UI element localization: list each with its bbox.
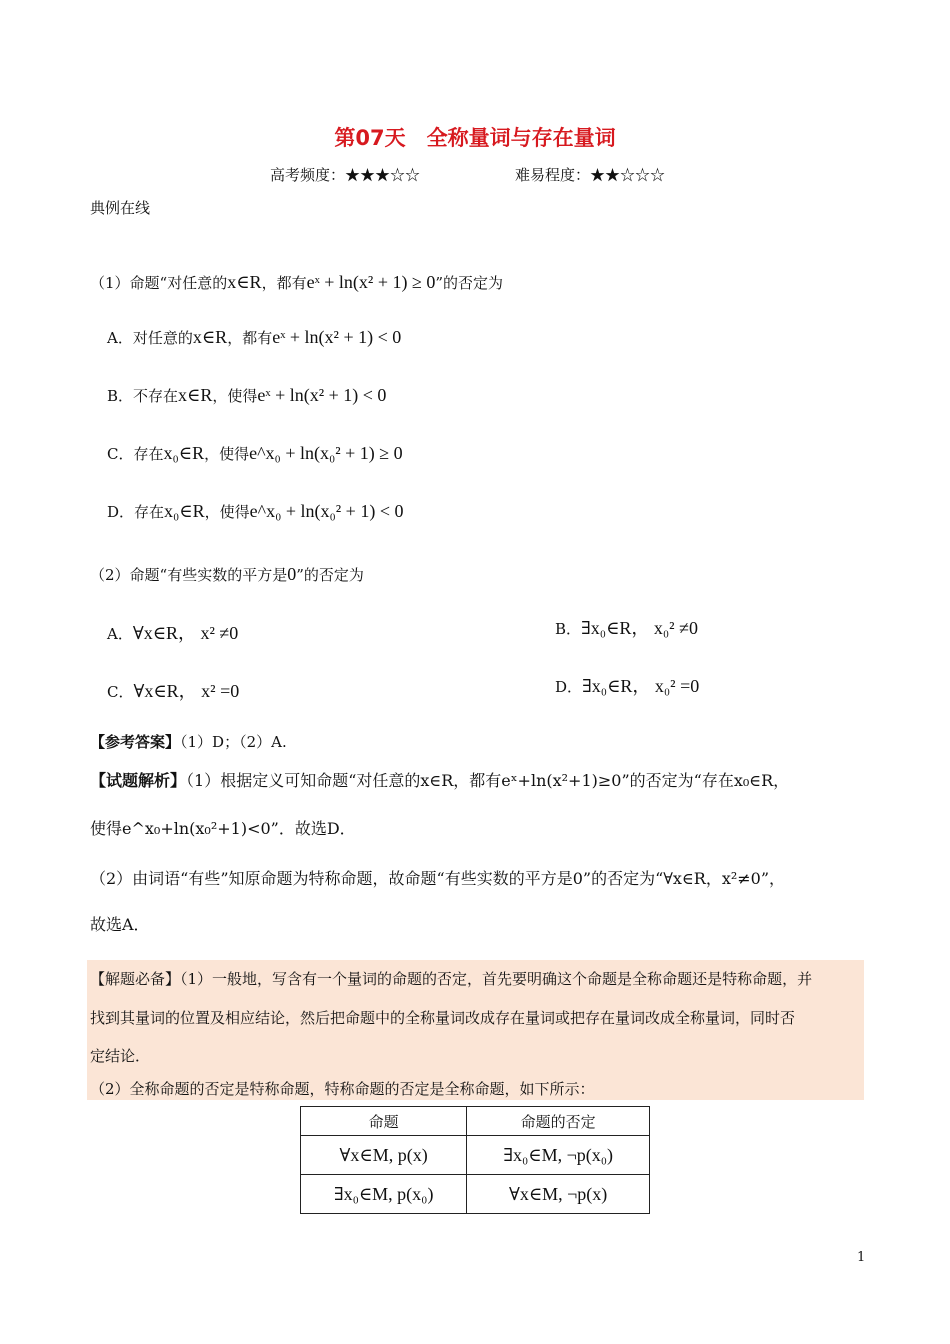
page-number: 1: [857, 1250, 866, 1265]
option-label: D．: [555, 678, 583, 696]
option-math: ∀x∈R， x² =0: [133, 681, 240, 701]
tips-line-4: （2）全称命题的否定是特称命题，特称命题的否定是全称命题，如下所示：: [90, 1080, 595, 1098]
table-header-cell: 命题的否定: [467, 1107, 650, 1136]
q1-option-d: [107, 501, 403, 522]
q2-option-b: [555, 614, 698, 640]
option-label: B．: [555, 620, 582, 638]
option-math: e^x₀ + ln(x₀² + 1) < 0: [249, 501, 404, 521]
analysis-tag: 【试题解析】: [90, 771, 187, 790]
table-cell: ∃x₀∈M, ¬p(x₀): [467, 1136, 650, 1175]
q2-option-a: [107, 619, 238, 645]
option-math: x₀∈R: [163, 443, 205, 463]
difficulty-rating: 难易程度：★★☆☆☆: [515, 166, 666, 184]
q1-stem: [90, 272, 503, 293]
q2-stem-pre: （2）命题“有些实数的平方是: [90, 566, 288, 584]
option-math: eˣ + ln(x² + 1) < 0: [272, 327, 402, 347]
option-label: A．对任意的: [107, 329, 193, 347]
table-header-row: [301, 1107, 650, 1136]
option-math: x∈R: [192, 327, 228, 347]
q2-stem: [90, 564, 364, 585]
negation-table: [300, 1106, 650, 1214]
tips-tag: 【解题必备】: [90, 970, 181, 988]
option-math: e^x₀ + ln(x₀² + 1) ≥ 0: [249, 443, 403, 463]
frequency-rating: 高考频度：★★★☆☆: [270, 166, 421, 184]
analysis-line-1: [90, 768, 789, 791]
tips-text: （1）一般地，写含有一个量词的命题的否定，首先要明确这个命题是全称命题还是特称命题，并: [180, 970, 813, 988]
q1-stem-post: ”的否定为: [435, 274, 504, 292]
section-label: 典例在线: [90, 199, 151, 217]
answer-text: （1）D；（2）A.: [180, 733, 287, 751]
table-cell: ∀x∈M, ¬p(x): [467, 1175, 650, 1214]
option-label: A．: [107, 625, 133, 643]
option-math: x∈R: [178, 385, 213, 405]
option-label: C．: [107, 683, 134, 701]
analysis-line-2: 使得e^x₀+ln(x₀²+1)<0”．故选D．: [90, 819, 356, 838]
q2-stem-math: 0: [287, 564, 297, 584]
q2-stem-post: ”的否定为: [296, 566, 364, 584]
table-cell: ∀x∈M, p(x): [301, 1136, 467, 1175]
option-math: ∃x₀∈R， x₀² =0: [582, 676, 700, 696]
option-math: eˣ + ln(x² + 1) < 0: [257, 385, 387, 405]
table-cell: ∃x₀∈M, p(x₀): [301, 1175, 467, 1214]
option-text: ，使得: [204, 445, 250, 463]
analysis-text: （1）根据定义可知命题“对任意的x∈R，都有eˣ+ln(x²+1)≥0”的否定为“存在x₀∈R，: [186, 771, 790, 790]
q1-stem-mid: ，都有: [261, 274, 307, 292]
answer-line: [90, 731, 287, 752]
q1-option-b: [107, 385, 386, 406]
answer-tag: 【参考答案】: [90, 733, 181, 751]
q1-stem-math1: x∈R: [227, 272, 262, 292]
tips-line-1: [90, 968, 812, 989]
q1-option-c: [107, 443, 403, 464]
table-row: [301, 1175, 650, 1214]
analysis-line-3: （2）由词语“有些”知原命题为特称命题，故命题“有些实数的平方是0”的否定为“∀x∈R，x²≠0”，: [90, 869, 786, 888]
option-label: D．存在: [107, 503, 165, 521]
option-math: ∃x₀∈R， x₀² ≠0: [581, 618, 698, 638]
option-math: x₀∈R: [164, 501, 205, 521]
q1-stem-pre: （1）命题“对任意的: [90, 274, 228, 292]
q2-option-d: [555, 672, 699, 698]
option-label: C．存在: [107, 445, 164, 463]
option-label: B．不存在: [107, 387, 179, 405]
table-row: [301, 1136, 650, 1175]
page-title: 第07天 全称量词与存在量词: [334, 126, 616, 150]
option-text: ，都有: [227, 329, 273, 347]
tips-line-2: 找到其量词的位置及相应结论，然后把命题中的全称量词改成存在量词或把存在量词改成全称量词，同时否: [90, 1009, 796, 1027]
option-math: ∀x∈R， x² ≠0: [132, 623, 239, 643]
table-header-cell: 命题: [301, 1107, 467, 1136]
option-text: ，使得: [204, 503, 250, 521]
q1-option-a: [107, 327, 401, 348]
q2-option-c: [107, 677, 239, 703]
q1-stem-math2: eˣ + ln(x² + 1) ≥ 0: [306, 272, 436, 292]
tips-line-3: 定结论．: [90, 1047, 151, 1065]
analysis-line-4: 故选A．: [90, 915, 150, 934]
option-text: ，使得: [212, 387, 258, 405]
